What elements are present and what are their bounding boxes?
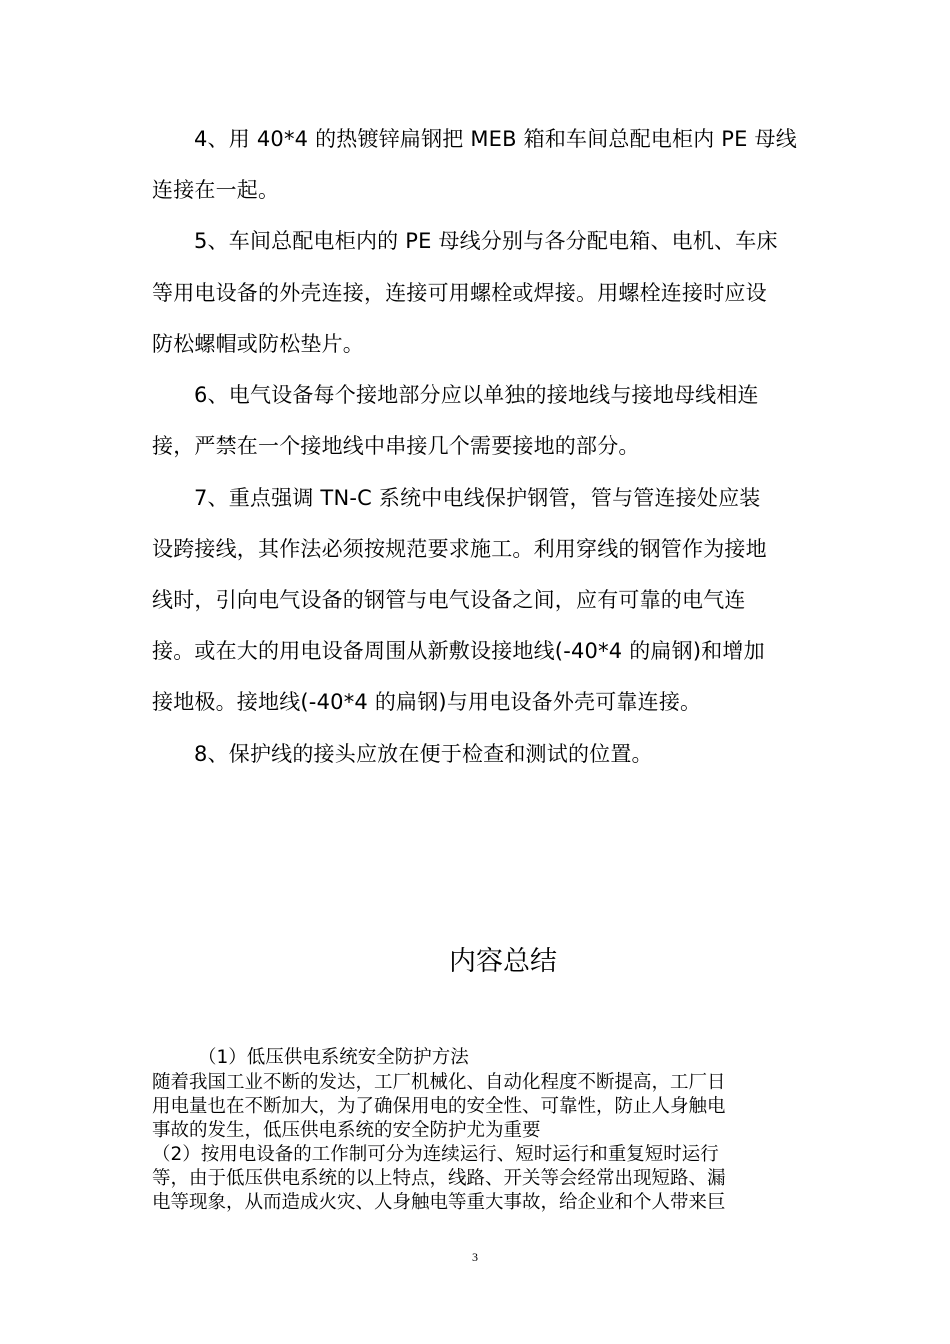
summary-line-3: 用电量也在不断加大，为了确保用电的安全性、可靠性，防止人身触电 (152, 1096, 726, 1117)
paragraph-5-line-3: 防松螺帽或防松垫片。 (152, 332, 364, 356)
paragraph-5-line-2: 等用电设备的外壳连接，连接可用螺栓或焊接。用螺栓连接时应设 (152, 281, 767, 305)
paragraph-4-line-1: 4、用 40*4 的热镀锌扁钢把 MEB 箱和车间总配电柜内 PE 母线 (194, 127, 797, 151)
paragraph-7-line-5: 接地极。接地线(-40*4 的扁钢)与用电设备外壳可靠连接。 (152, 690, 702, 714)
paragraph-6-line-1: 6、电气设备每个接地部分应以单独的接地线与接地母线相连 (194, 383, 759, 407)
paragraph-5-line-1: 5、车间总配电柜内的 PE 母线分别与各分配电箱、电机、车床 (194, 229, 778, 253)
page-number: 3 (472, 1250, 478, 1264)
summary-line-2: 随着我国工业不断的发达，工厂机械化、自动化程度不断提高，工厂日 (152, 1072, 726, 1093)
paragraph-6-line-2: 接，严禁在一个接地线中串接几个需要接地的部分。 (152, 434, 640, 458)
summary-line-5: （2）按用电设备的工作制可分为连续运行、短时运行和重复短时运行 (152, 1144, 719, 1165)
summary-line-4: 事故的发生，低压供电系统的安全防护尤为重要 (152, 1120, 541, 1141)
summary-title: 内容总结 (449, 946, 557, 977)
paragraph-4-line-2: 连接在一起。 (152, 178, 280, 202)
paragraph-7-line-1: 7、重点强调 TN-C 系统中电线保护钢管，管与管连接处应装 (194, 486, 761, 510)
summary-line-7: 电等现象，从而造成火灾、人身触电等重大事故，给企业和个人带来巨 (152, 1192, 726, 1213)
summary-line-1: （1）低压供电系统安全防护方法 (198, 1047, 469, 1068)
paragraph-7-line-3: 线时，引向电气设备的钢管与电气设备之间，应有可靠的电气连 (152, 588, 746, 612)
paragraph-7-line-4: 接。或在大的用电设备周围从新敷设接地线(-40*4 的扁钢)和增加 (152, 639, 765, 663)
paragraph-7-line-2: 设跨接线，其作法必须按规范要求施工。利用穿线的钢管作为接地 (152, 537, 767, 561)
paragraph-8-line-1: 8、保护线的接头应放在便于检查和测试的位置。 (194, 742, 653, 766)
summary-line-6: 等，由于低压供电系统的以上特点，线路、开关等会经常出现短路、漏 (152, 1168, 726, 1189)
